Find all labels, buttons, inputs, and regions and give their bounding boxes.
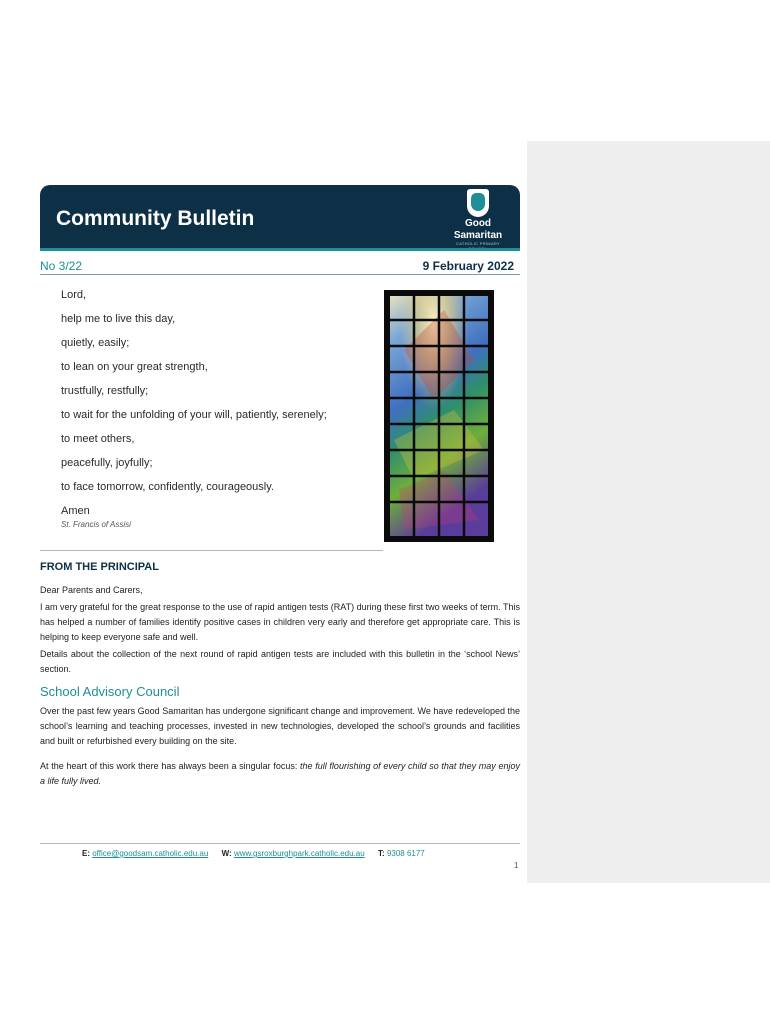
prayer-line: Lord, xyxy=(61,289,87,301)
bulletin-title: Community Bulletin xyxy=(56,207,255,230)
principal-paragraph: I am very grateful for the great response to the use of rapid antigen tests (RAT) during these first two weeks of term. This has helped a number of families identify positive cases in children very early and therefore get appropriate care. This is helping to keep everyone safe and well. xyxy=(40,602,520,642)
principal-paragraph: Details about the collection of the next round of rapid antigen tests are included with this bulletin in the ‘school News’ section. xyxy=(40,649,520,674)
council-emphasis: the full flourishing of every child so that they may enjoy a life fully lived. xyxy=(40,761,521,786)
prayer xyxy=(61,288,381,529)
school-logo xyxy=(440,189,516,245)
council-heading: School Advisory Council xyxy=(40,684,180,699)
issue-row xyxy=(40,258,520,275)
principal-heading: FROM THE PRINCIPAL xyxy=(40,561,159,573)
section-divider xyxy=(40,550,383,551)
header-banner xyxy=(40,185,520,251)
prayer-line: trustfully, restfully; xyxy=(61,385,149,397)
logo-name-line2: Samaritan xyxy=(453,230,503,241)
email-link[interactable]: office@goodsam.catholic.edu.au xyxy=(92,849,209,858)
principal-greeting: Dear Parents and Carers, xyxy=(40,585,143,595)
phone-label: T: xyxy=(378,849,385,858)
prayer-line: Amen xyxy=(61,505,90,517)
phone-number: 9308 6177 xyxy=(386,849,425,858)
web-link[interactable]: www.gsroxburghpark.catholic.edu.au xyxy=(233,849,365,858)
footer-divider xyxy=(40,843,520,844)
logo-sub-line1: CATHOLIC PRIMARY xyxy=(456,241,500,246)
stained-glass-image xyxy=(384,290,494,542)
prayer-line: quietly, easily; xyxy=(61,337,130,349)
shield-icon xyxy=(467,189,489,217)
prayer-line: peacefully, joyfully; xyxy=(61,457,153,469)
prayer-line: to face tomorrow, confidently, courageously. xyxy=(61,481,274,493)
comments-pane xyxy=(527,141,770,883)
prayer-line: to meet others, xyxy=(61,433,135,445)
issue-number: No 3/22 xyxy=(40,259,83,273)
footer xyxy=(82,849,425,858)
web-label: W: xyxy=(221,849,232,858)
issue-date: 9 February 2022 xyxy=(422,259,514,273)
page-number: 1 xyxy=(514,861,519,870)
email-label: E: xyxy=(82,849,90,858)
council-paragraph xyxy=(40,759,520,789)
prayer-line: to wait for the unfolding of your will, patiently, serenely; xyxy=(61,409,327,421)
prayer-line: to lean on your great strength, xyxy=(61,361,208,373)
prayer-line: help me to live this day, xyxy=(61,313,176,325)
prayer-author: St. Francis of Assisi xyxy=(61,520,131,529)
logo-name-line1: Good xyxy=(464,218,492,229)
council-paragraph: Over the past few years Good Samaritan has undergone significant change and improvement. We have redeveloped the school’s learning and teaching processes, invested in new technologies, developed the school’s grounds and facilities and built or refurbished every building on the site. xyxy=(40,706,520,746)
council-text: At the heart of this work there has always been a singular focus: xyxy=(40,761,301,771)
